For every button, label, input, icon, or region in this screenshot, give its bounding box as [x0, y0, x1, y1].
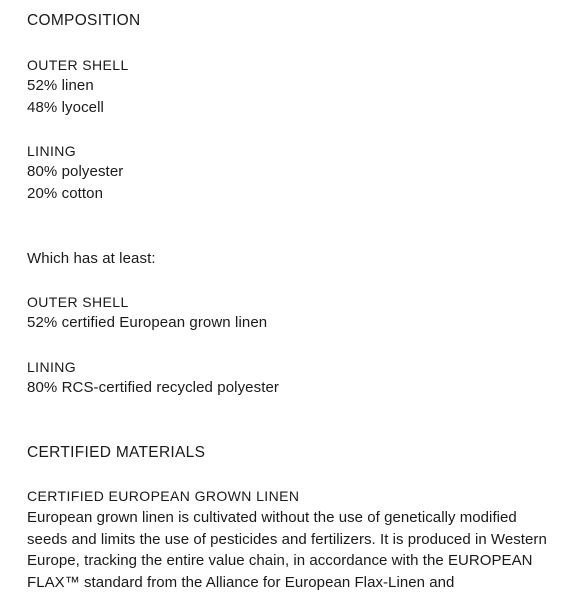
composition-lining-item: 80% polyester: [27, 163, 124, 180]
at-least-outer-shell-item: 52% certified European grown linen: [27, 314, 268, 331]
certified-linen-heading: CERTIFIED EUROPEAN GROWN LINEN: [27, 488, 300, 504]
composition-outer-shell-heading: OUTER SHELL: [27, 57, 129, 73]
certified-materials-title: CERTIFIED MATERIALS: [27, 444, 206, 461]
at-least-intro: Which has at least:: [27, 250, 156, 267]
composition-outer-shell-item: 52% linen: [27, 77, 94, 94]
at-least-lining-item: 80% RCS-certified recycled polyester: [27, 379, 280, 396]
composition-lining-heading: LINING: [27, 143, 77, 159]
composition-title: COMPOSITION: [27, 12, 141, 29]
at-least-outer-shell-heading: OUTER SHELL: [27, 294, 129, 310]
at-least-lining-heading: LINING: [27, 359, 77, 375]
composition-outer-shell-item: 48% lyocell: [27, 99, 104, 116]
certified-linen-description: European grown linen is cultivated without the use of genetically modified seeds and limits the use of pesticides and fertilizers. It is produced in Western Europe, tracking the entire value chain, in accordance with the EUROPEAN FLAX™ standard from the Alliance for European Flax-Linen and: [27, 509, 547, 591]
composition-lining-item: 20% cotton: [27, 185, 104, 202]
